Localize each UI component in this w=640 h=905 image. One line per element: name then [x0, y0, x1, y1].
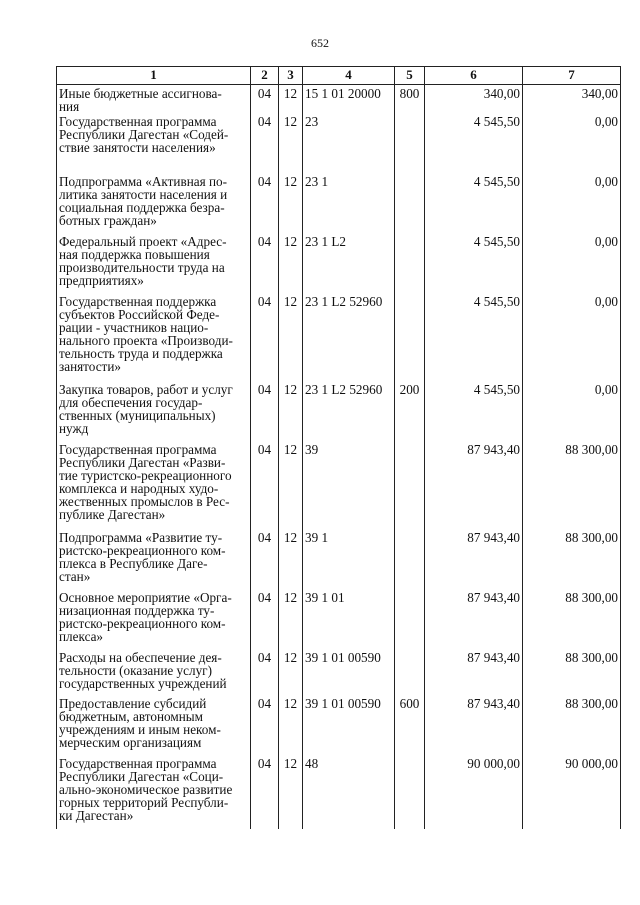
subsection-code-cell: 12 [279, 85, 303, 114]
item-name-cell [57, 173, 251, 233]
budget-table [56, 66, 621, 829]
column-header: 2 [251, 67, 279, 85]
table-row [57, 233, 621, 293]
item-name-cell [57, 113, 251, 173]
section-code-cell: 04 [251, 293, 279, 381]
item-name-cell [57, 649, 251, 695]
amount-year2-cell: 0,00 [523, 233, 621, 293]
page-number: 652 [311, 36, 329, 50]
item-name-cell [57, 85, 251, 114]
item-name-line: стан» [59, 569, 91, 584]
item-name-line: Закупка товаров, работ и услуг [59, 382, 233, 397]
section-code-cell: 04 [251, 589, 279, 649]
item-name-line: Расходы на обеспечение дея- [59, 650, 222, 665]
expense-type-cell [395, 113, 425, 173]
expense-type-cell [395, 441, 425, 529]
item-name-cell [57, 293, 251, 381]
target-article-cell: 39 1 [303, 529, 395, 589]
item-name-line: Иные бюджетные ассигнова- [59, 86, 222, 101]
item-name-line: ния [59, 99, 80, 114]
item-name-line: мерческим организациям [59, 735, 202, 750]
item-name-line: ная поддержка повышения [59, 247, 210, 262]
subsection-code-cell: 12 [279, 173, 303, 233]
item-name-line: Республики Дагестан «Содей- [59, 127, 229, 142]
expense-type-cell [395, 589, 425, 649]
item-name-line: горных территорий Республи- [59, 795, 229, 810]
item-name-cell [57, 381, 251, 441]
table-row [57, 293, 621, 381]
amount-year1-cell: 90 000,00 [425, 755, 523, 829]
item-name-line: ристско-рекреационного ком- [59, 616, 226, 631]
section-code-cell: 04 [251, 755, 279, 829]
item-name-line: жественных промыслов в Рес- [59, 494, 230, 509]
amount-year2-cell: 0,00 [523, 381, 621, 441]
expense-type-cell [395, 529, 425, 589]
subsection-code-cell: 12 [279, 589, 303, 649]
amount-year2-cell: 0,00 [523, 293, 621, 381]
column-header: 7 [523, 67, 621, 85]
table-row [57, 755, 621, 829]
amount-year1-cell: 87 943,40 [425, 695, 523, 755]
subsection-code-cell: 12 [279, 529, 303, 589]
subsection-code-cell: 12 [279, 649, 303, 695]
item-name-line: литика занятости населения и [59, 187, 228, 202]
table-header-row [57, 67, 621, 85]
item-name-line: производительности труда на [59, 260, 225, 275]
subsection-code-cell: 12 [279, 695, 303, 755]
expense-type-cell [395, 233, 425, 293]
target-article-cell: 23 1 L2 52960 [303, 293, 395, 381]
amount-year2-cell: 340,00 [523, 85, 621, 114]
expense-type-cell: 200 [395, 381, 425, 441]
item-name-cell [57, 589, 251, 649]
expense-type-cell [395, 173, 425, 233]
item-name-line: учреждениям и иным неком- [59, 722, 221, 737]
target-article-cell: 15 1 01 20000 [303, 85, 395, 114]
amount-year2-cell: 88 300,00 [523, 529, 621, 589]
amount-year2-cell: 88 300,00 [523, 695, 621, 755]
item-name-line: рации - участников нацио- [59, 320, 209, 335]
item-name-cell [57, 233, 251, 293]
item-name-line: государственных учреждений [59, 676, 227, 691]
column-header: 4 [303, 67, 395, 85]
item-name-line: ки Дагестан» [59, 808, 134, 823]
target-article-cell: 39 1 01 [303, 589, 395, 649]
item-name-line: Подпрограмма «Развитие ту- [59, 530, 223, 545]
item-name-cell [57, 755, 251, 829]
item-name-line: предприятиях» [59, 273, 144, 288]
target-article-cell: 39 1 01 00590 [303, 695, 395, 755]
amount-year1-cell: 4 545,50 [425, 173, 523, 233]
subsection-code-cell: 12 [279, 113, 303, 173]
item-name-line: нужд [59, 421, 89, 436]
expense-type-cell: 600 [395, 695, 425, 755]
item-name-cell [57, 441, 251, 529]
item-name-line: Государственная программа [59, 756, 217, 771]
amount-year2-cell: 88 300,00 [523, 649, 621, 695]
item-name-line: занятости» [59, 359, 121, 374]
expense-type-cell: 800 [395, 85, 425, 114]
table-row [57, 85, 621, 114]
item-name-line: Республики Дагестан «Разви- [59, 455, 226, 470]
item-name-line: тельности (оказание услуг) [59, 663, 212, 678]
section-code-cell: 04 [251, 441, 279, 529]
item-name-line: Государственная программа [59, 114, 217, 129]
item-name-line: Предоставление субсидий [59, 696, 207, 711]
table-row [57, 529, 621, 589]
amount-year2-cell: 88 300,00 [523, 589, 621, 649]
column-header: 3 [279, 67, 303, 85]
table-row [57, 649, 621, 695]
subsection-code-cell: 12 [279, 441, 303, 529]
item-name-line: ствие занятости населения» [59, 140, 216, 155]
item-name-line: ально-экономическое развитие [59, 782, 233, 797]
item-name-line: социальная поддержка безра- [59, 200, 225, 215]
table-row [57, 381, 621, 441]
table-row [57, 441, 621, 529]
item-name-line: Подпрограмма «Активная по- [59, 174, 228, 189]
amount-year2-cell: 0,00 [523, 113, 621, 173]
target-article-cell: 39 1 01 00590 [303, 649, 395, 695]
subsection-code-cell: 12 [279, 755, 303, 829]
section-code-cell: 04 [251, 695, 279, 755]
section-code-cell: 04 [251, 649, 279, 695]
item-name-line: Государственная программа [59, 442, 217, 457]
subsection-code-cell: 12 [279, 233, 303, 293]
table-row [57, 113, 621, 173]
table-row [57, 589, 621, 649]
subsection-code-cell: 12 [279, 381, 303, 441]
section-code-cell: 04 [251, 113, 279, 173]
item-name-line: ристско-рекреационного ком- [59, 543, 226, 558]
amount-year2-cell: 88 300,00 [523, 441, 621, 529]
amount-year1-cell: 87 943,40 [425, 529, 523, 589]
item-name-line: плекса в Республике Даге- [59, 556, 208, 571]
target-article-cell: 23 1 [303, 173, 395, 233]
section-code-cell: 04 [251, 233, 279, 293]
amount-year1-cell: 87 943,40 [425, 441, 523, 529]
item-name-line: бюджетным, автономным [59, 709, 203, 724]
amount-year1-cell: 4 545,50 [425, 233, 523, 293]
item-name-line: нального проекта «Производи- [59, 333, 233, 348]
item-name-cell [57, 529, 251, 589]
amount-year2-cell: 0,00 [523, 173, 621, 233]
section-code-cell: 04 [251, 85, 279, 114]
item-name-line: Основное мероприятие «Орга- [59, 590, 232, 605]
subsection-code-cell: 12 [279, 293, 303, 381]
target-article-cell: 23 [303, 113, 395, 173]
amount-year1-cell: 340,00 [425, 85, 523, 114]
expense-type-cell [395, 293, 425, 381]
column-header: 1 [57, 67, 251, 85]
target-article-cell: 48 [303, 755, 395, 829]
table-row [57, 695, 621, 755]
amount-year1-cell: 87 943,40 [425, 649, 523, 695]
item-name-line: низационная поддержка ту- [59, 603, 215, 618]
item-name-line: субъектов Российской Феде- [59, 307, 220, 322]
item-name-line: тие туристско-рекреационного [59, 468, 232, 483]
amount-year1-cell: 87 943,40 [425, 589, 523, 649]
item-name-line: Государственная поддержка [59, 294, 217, 309]
column-header: 6 [425, 67, 523, 85]
target-article-cell: 39 [303, 441, 395, 529]
item-name-line: комплекса и народных худо- [59, 481, 219, 496]
column-header: 5 [395, 67, 425, 85]
item-name-line: плекса» [59, 629, 104, 644]
target-article-cell: 23 1 L2 52960 [303, 381, 395, 441]
section-code-cell: 04 [251, 173, 279, 233]
section-code-cell: 04 [251, 529, 279, 589]
expense-type-cell [395, 755, 425, 829]
item-name-line: тельность труда и поддержка [59, 346, 223, 361]
target-article-cell: 23 1 L2 [303, 233, 395, 293]
expense-type-cell [395, 649, 425, 695]
amount-year2-cell: 90 000,00 [523, 755, 621, 829]
amount-year1-cell: 4 545,50 [425, 293, 523, 381]
amount-year1-cell: 4 545,50 [425, 381, 523, 441]
section-code-cell: 04 [251, 381, 279, 441]
item-name-line: ственных (муниципальных) [59, 408, 216, 423]
table-body [57, 85, 621, 830]
item-name-line: для обеспечения государ- [59, 395, 203, 410]
table-row [57, 173, 621, 233]
item-name-line: ботных граждан» [59, 213, 157, 228]
item-name-line: Республики Дагестан «Соци- [59, 769, 224, 784]
item-name-cell [57, 695, 251, 755]
item-name-line: публике Дагестан» [59, 507, 166, 522]
amount-year1-cell: 4 545,50 [425, 113, 523, 173]
item-name-line: Федеральный проект «Адрес- [59, 234, 227, 249]
